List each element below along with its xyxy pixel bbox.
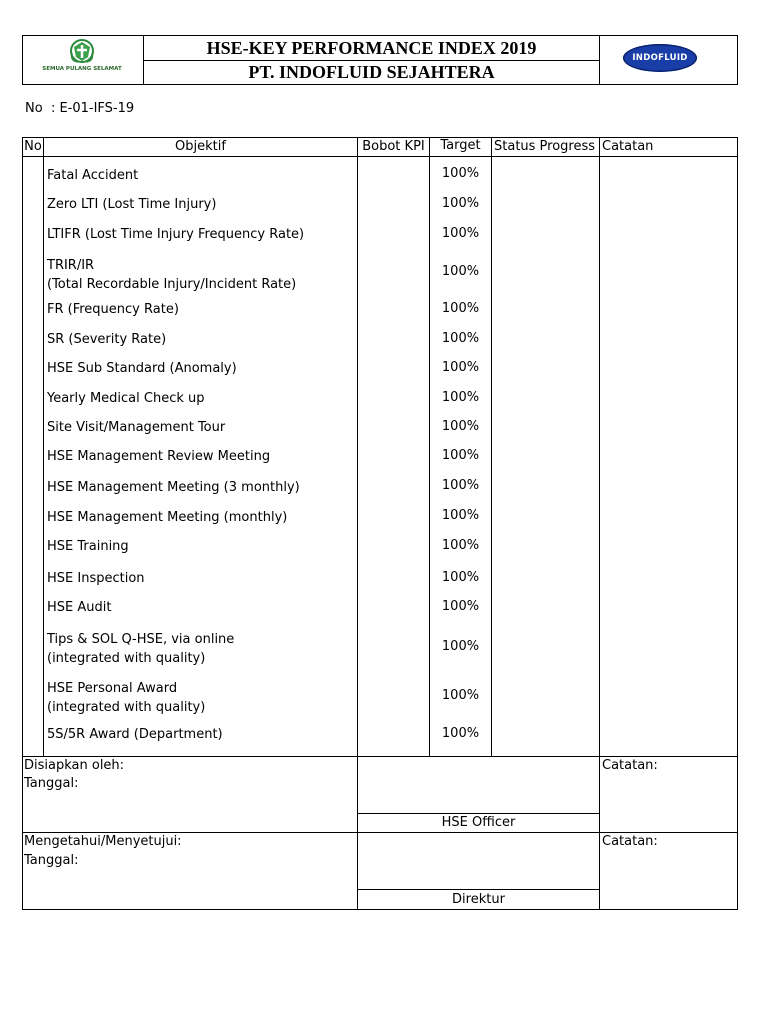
target-value: 100%	[441, 360, 480, 375]
objective-text: TRIR/IR (Total Recordable Injury/Incident Rate)	[47, 258, 297, 292]
prepared-by-label: Disiapkan oleh:	[24, 758, 125, 773]
indofluid-logo-text: INDOFLUID	[632, 53, 688, 63]
target-value: 100%	[441, 448, 480, 463]
target-value: 100%	[441, 538, 480, 553]
objective-text: HSE Management Meeting (3 monthly)	[47, 480, 300, 495]
target-value: 100%	[441, 570, 480, 585]
header-status-progress: Status Progress	[494, 139, 596, 154]
objective-text: Site Visit/Management Tour	[47, 420, 226, 435]
date-label: Tanggal:	[24, 776, 79, 791]
company-name: PT. INDOFLUID SEJAHTERA	[248, 62, 495, 82]
sig-role-divider	[357, 813, 599, 814]
objective-text: 5S/5R Award (Department)	[47, 727, 223, 742]
target-value: 100%	[441, 196, 480, 211]
target-value: 100%	[441, 331, 480, 346]
objective-text: HSE Management Meeting (monthly)	[47, 510, 288, 525]
target-value: 100%	[441, 478, 480, 493]
objective-text: Tips & SOL Q-HSE, via online (integrated with quality)	[47, 632, 235, 666]
header-divider-right	[599, 35, 600, 85]
target-value: 100%	[441, 419, 480, 434]
header-target: Target	[440, 138, 481, 153]
col-divider	[599, 137, 600, 757]
target-value: 100%	[441, 639, 480, 654]
page-title: HSE-KEY PERFORMANCE INDEX 2019	[206, 38, 537, 58]
objective-text: HSE Audit	[47, 600, 112, 615]
target-value: 100%	[441, 508, 480, 523]
objective-text: Zero LTI (Lost Time Injury)	[47, 197, 217, 212]
sig-divider	[599, 756, 600, 833]
approved-by-label: Mengetahui/Menyetujui:	[24, 834, 182, 849]
seal-caption: SEMUA PULANG SELAMAT	[42, 66, 122, 72]
note-label: Catatan:	[602, 758, 658, 773]
target-value: 100%	[441, 390, 480, 405]
objective-text: LTIFR (Lost Time Injury Frequency Rate)	[47, 227, 305, 242]
target-value: 100%	[441, 166, 480, 181]
company-seal-logo	[50, 37, 114, 83]
seal-icon	[50, 37, 114, 83]
hse-officer-label: HSE Officer	[441, 815, 516, 830]
objective-text: Yearly Medical Check up	[47, 391, 205, 406]
header-objektif: Objektif	[175, 139, 226, 154]
direktur-label: Direktur	[452, 892, 505, 907]
target-value: 100%	[441, 688, 480, 703]
objective-text: HSE Management Review Meeting	[47, 449, 271, 464]
target-value: 100%	[441, 726, 480, 741]
table-header-divider	[22, 156, 738, 157]
col-divider	[43, 137, 44, 757]
header-bobot-kpi: Bobot KPI	[362, 139, 425, 154]
objective-text: HSE Inspection	[47, 571, 145, 586]
sig-divider	[599, 832, 600, 910]
target-value: 100%	[441, 301, 480, 316]
indofluid-logo	[623, 44, 697, 72]
note-label: Catatan:	[602, 834, 658, 849]
header-no: No	[24, 139, 42, 154]
date-label: Tanggal:	[24, 853, 79, 868]
sig-role-divider	[357, 889, 599, 890]
target-value: 100%	[441, 264, 480, 279]
header-catatan: Catatan	[602, 139, 654, 154]
col-divider	[357, 137, 358, 757]
document-number: No : E-01-IFS-19	[25, 101, 135, 116]
objective-text: FR (Frequency Rate)	[47, 302, 179, 317]
objective-text: HSE Sub Standard (Anomaly)	[47, 361, 237, 376]
objective-text: SR (Severity Rate)	[47, 332, 167, 347]
col-divider	[491, 137, 492, 757]
target-value: 100%	[441, 226, 480, 241]
objective-text: Fatal Accident	[47, 168, 139, 183]
target-value: 100%	[441, 599, 480, 614]
objective-text: HSE Personal Award (integrated with quality)	[47, 681, 206, 715]
objective-text: HSE Training	[47, 539, 129, 554]
